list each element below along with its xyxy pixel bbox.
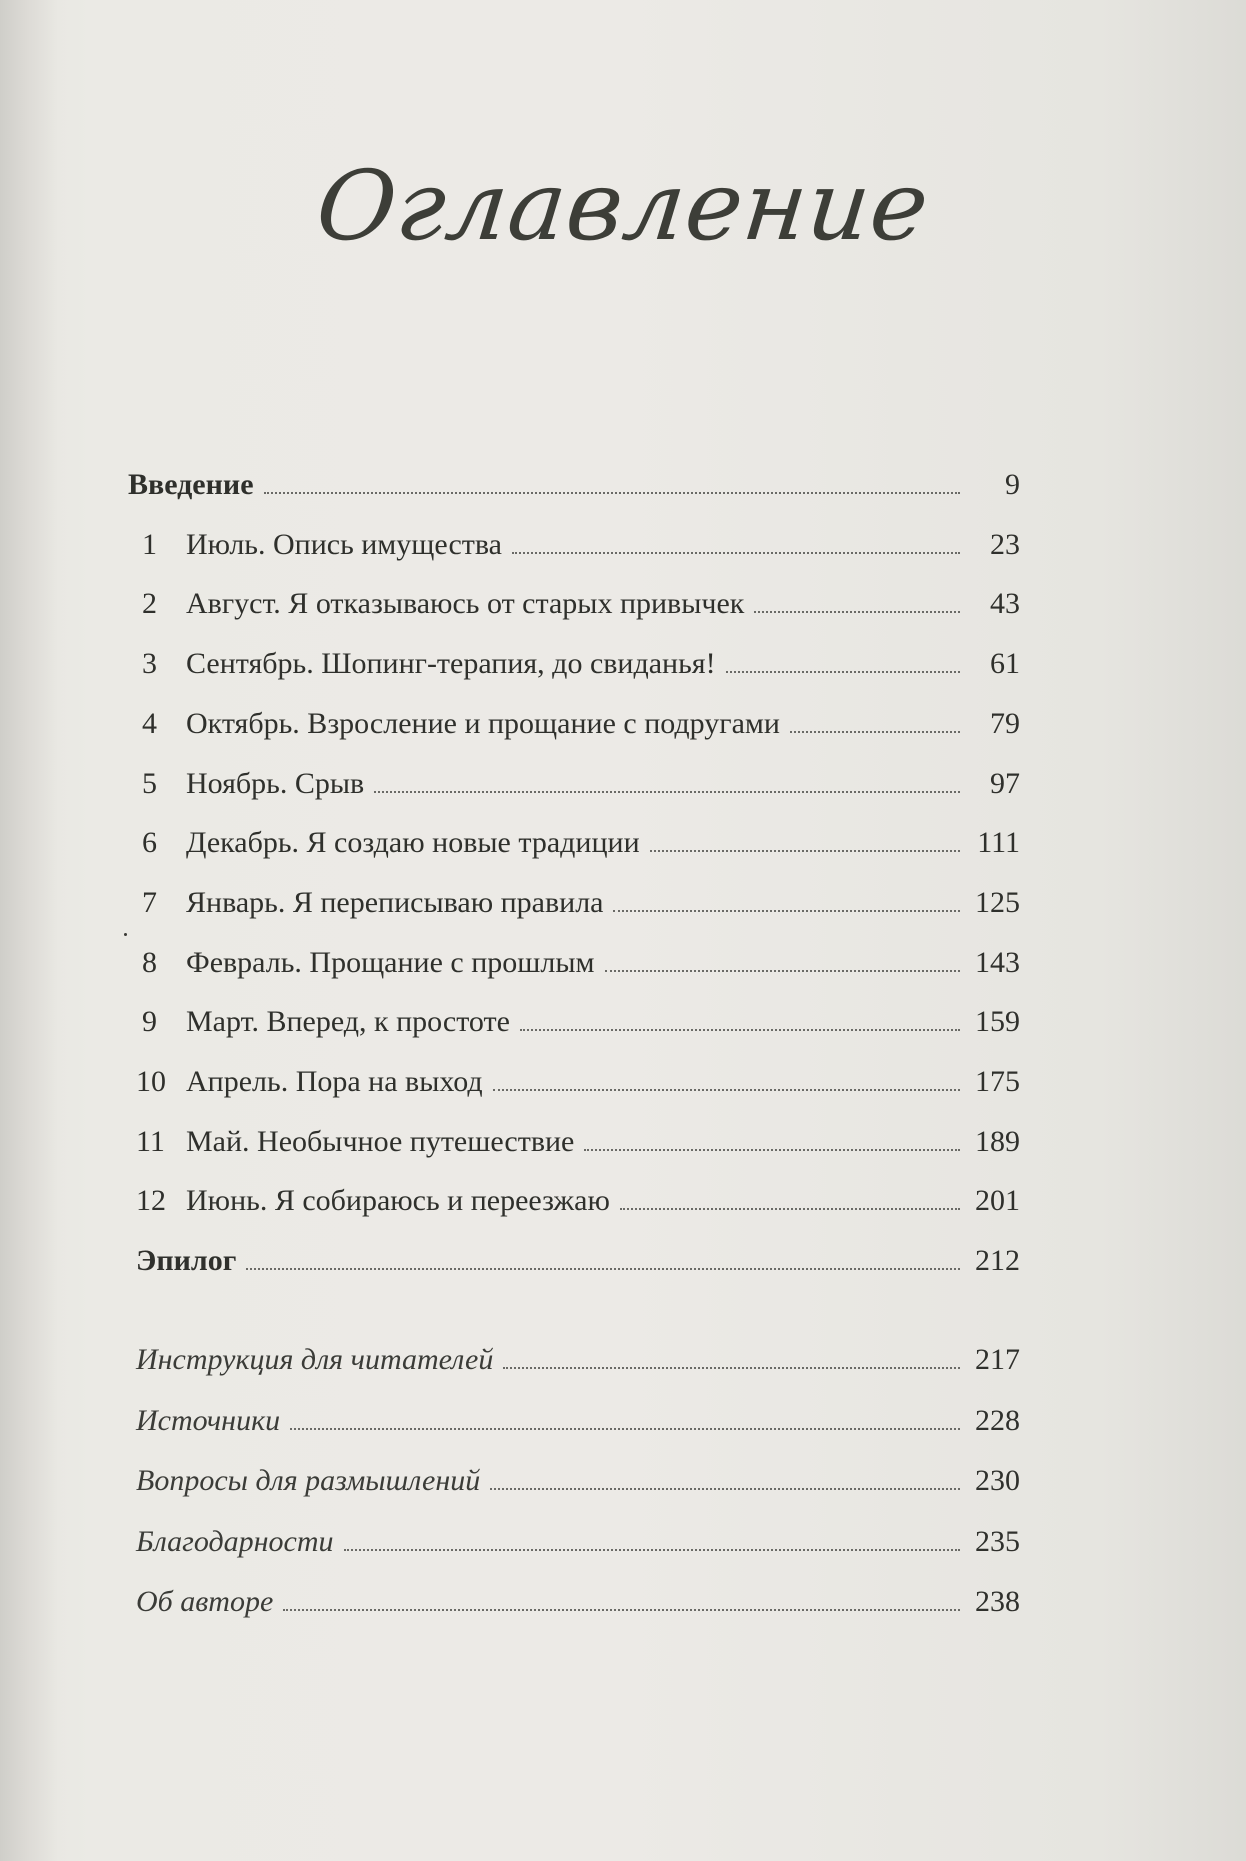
chapter-number: 3: [142, 647, 157, 680]
page-number: 212: [975, 1244, 1020, 1277]
chapter-number: 6: [142, 826, 157, 859]
page-number: 23: [990, 528, 1020, 561]
page-number: 175: [975, 1065, 1020, 1098]
page-number: 111: [977, 826, 1020, 859]
dot-leader: [584, 1147, 960, 1151]
entry-title: Январь. Я переписываю правила: [186, 886, 604, 919]
toc-entry: [128, 886, 1020, 932]
dot-leader: [512, 550, 960, 554]
page-number: 125: [975, 886, 1020, 919]
dot-leader: [290, 1426, 960, 1430]
page-number: 143: [975, 946, 1020, 979]
chapter-number: 5: [142, 767, 157, 800]
dot-leader: [490, 1486, 960, 1490]
toc-appendix-entry: [136, 1585, 1020, 1631]
toc-entry: [128, 767, 1020, 813]
toc-entry: [128, 647, 1020, 693]
page-number: 230: [975, 1464, 1020, 1497]
toc-appendix-entry: [136, 1464, 1020, 1510]
page-number: 235: [975, 1525, 1020, 1558]
toc-appendix-entry: [136, 1525, 1020, 1571]
dot-leader: [650, 848, 960, 852]
toc-entry: [136, 1244, 1020, 1290]
chapter-number: 8: [142, 946, 157, 979]
toc-entry: [128, 946, 1020, 992]
entry-title: Август. Я отказываюсь от старых привычек: [186, 587, 745, 620]
toc-appendix-entry: [136, 1343, 1020, 1389]
entry-title: Октябрь. Взросление и прощание с подругами: [186, 707, 780, 740]
entry-title: Март. Вперед, к простоте: [186, 1005, 510, 1038]
entry-title: Эпилог: [136, 1244, 237, 1277]
print-speck: [124, 933, 127, 936]
page-number: 217: [975, 1343, 1020, 1376]
dot-leader: [246, 1266, 960, 1270]
page-number: 9: [1005, 468, 1020, 501]
toc-entry: [128, 1065, 1020, 1111]
page-number: 159: [975, 1005, 1020, 1038]
toc-appendix-entry: [136, 1404, 1020, 1450]
dot-leader: [790, 729, 960, 733]
entry-title: Об авторе: [136, 1585, 274, 1618]
page-number: 61: [990, 647, 1020, 680]
toc-entry: [128, 1005, 1020, 1051]
page-number: 189: [975, 1125, 1020, 1158]
dot-leader: [726, 669, 960, 673]
chapter-number: 7: [142, 886, 157, 919]
entry-title: Вопросы для размышлений: [136, 1464, 481, 1497]
entry-title: Февраль. Прощание с прошлым: [186, 946, 595, 979]
toc-entry: [128, 1125, 1020, 1171]
entry-title: Июль. Опись имущества: [186, 528, 502, 561]
page-number: 228: [975, 1404, 1020, 1437]
entry-title: Благодарности: [136, 1525, 334, 1558]
entry-title: Инструкция для читателей: [136, 1343, 494, 1376]
entry-title: Сентябрь. Шопинг-терапия, до свиданья!: [186, 647, 716, 680]
entry-title: Ноябрь. Срыв: [186, 767, 365, 800]
toc-entry: [128, 468, 1020, 514]
entry-title: Июнь. Я собираюсь и переезжаю: [186, 1184, 610, 1217]
chapter-number: 11: [136, 1125, 165, 1158]
entry-title: Введение: [128, 468, 254, 501]
toc-entry: [128, 587, 1020, 633]
toc-entry: [128, 826, 1020, 872]
dot-leader: [605, 968, 960, 972]
toc-entry: [128, 707, 1020, 753]
page-number: 201: [975, 1184, 1020, 1217]
dot-leader: [754, 609, 960, 613]
dot-leader: [620, 1206, 960, 1210]
chapter-number: 2: [142, 587, 157, 620]
page-title: Оглавление: [311, 150, 935, 262]
toc-entry: [128, 528, 1020, 574]
page-number: 43: [990, 587, 1020, 620]
dot-leader: [344, 1547, 961, 1551]
entry-title: Декабрь. Я создаю новые традиции: [186, 826, 640, 859]
dot-leader: [503, 1365, 960, 1369]
dot-leader: [283, 1607, 960, 1611]
dot-leader: [520, 1027, 960, 1031]
dot-leader: [374, 789, 960, 793]
chapter-number: 12: [136, 1184, 166, 1217]
page-number: 97: [990, 767, 1020, 800]
toc-entry: [128, 1184, 1020, 1230]
entry-title: Источники: [136, 1404, 281, 1437]
entry-title: Май. Необычное путешествие: [186, 1125, 575, 1158]
dot-leader: [613, 908, 960, 912]
page-number: 238: [975, 1585, 1020, 1618]
chapter-number: 1: [142, 528, 157, 561]
dot-leader: [264, 490, 960, 494]
entry-title: Апрель. Пора на выход: [186, 1065, 483, 1098]
chapter-number: 4: [142, 707, 157, 740]
chapter-number: 10: [136, 1065, 166, 1098]
page-number: 79: [990, 707, 1020, 740]
chapter-number: 9: [142, 1005, 157, 1038]
dot-leader: [493, 1087, 960, 1091]
